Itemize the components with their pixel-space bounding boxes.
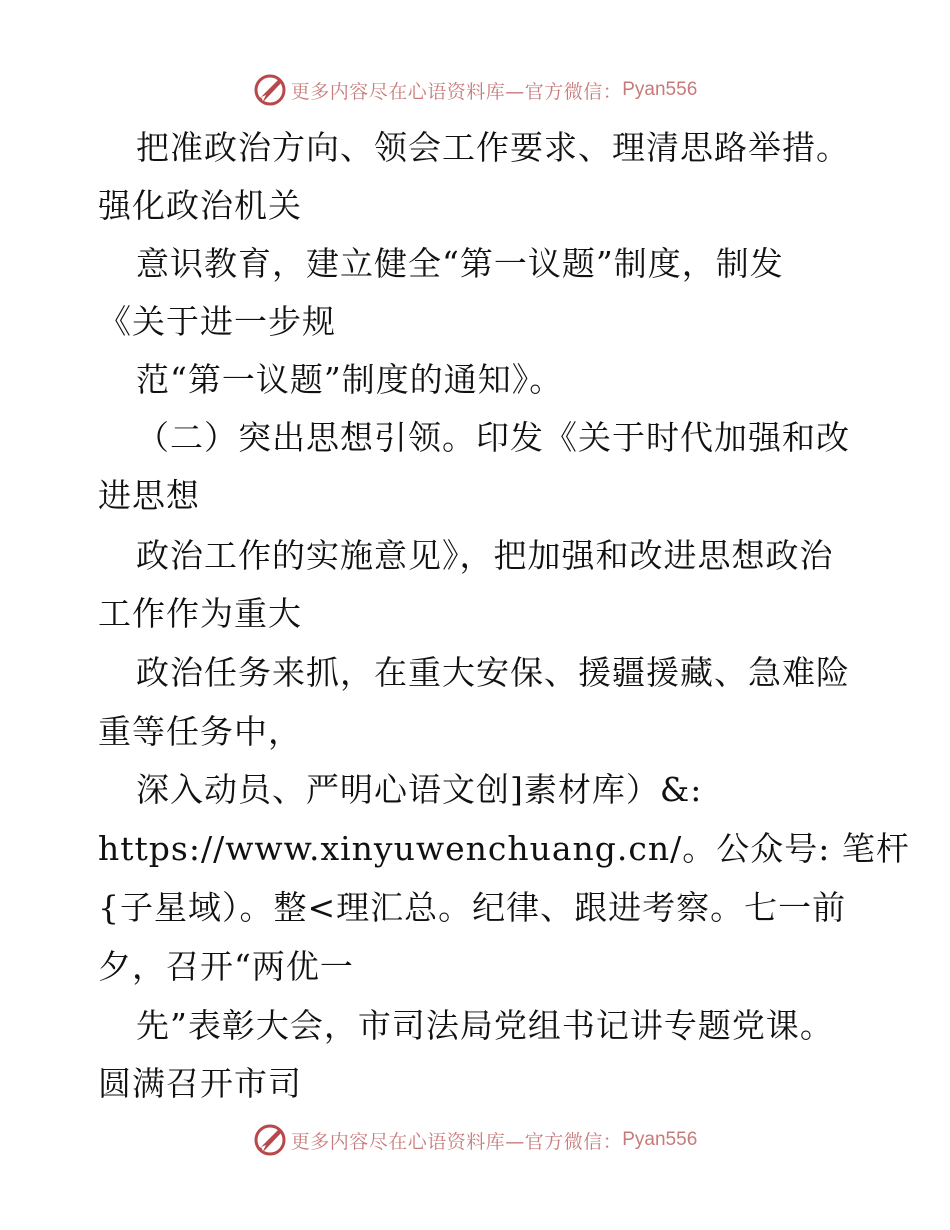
watermark-footer xyxy=(0,1120,950,1160)
section-heading-line: （二）突出思想引领。印发《关于时代加强和改 xyxy=(136,418,850,457)
watermark-header xyxy=(0,70,950,110)
watermark-text: 更多内容尽在心语资料库—官方微信： xyxy=(290,80,623,103)
body-line: 把准政治方向、领会工作要求、理清思路举措。 xyxy=(136,128,850,167)
body-line: 夕，召开“两优一 xyxy=(98,947,354,986)
brush-logo-icon xyxy=(253,1123,287,1157)
body-line: {子星域）。整<理汇总。纪律、跟进考察。七一前 xyxy=(98,888,847,927)
body-line: 意识教育，建立健全“第一议题”制度，制发 xyxy=(136,244,784,283)
body-line: 范“第一议题”制度的通知》。 xyxy=(136,360,564,399)
body-line: 《关于进一步规 xyxy=(98,302,336,341)
watermark-handle: Pyan556 xyxy=(622,1129,698,1150)
body-line: 政治任务来抓，在重大安保、援疆援藏、急难险 xyxy=(136,653,850,692)
body-line: 先”表彰大会，市司法局党组书记讲专题党课。 xyxy=(136,1006,834,1045)
body-line: 强化政治机关 xyxy=(98,186,302,225)
watermark-text: 更多内容尽在心语资料库—官方微信： xyxy=(290,1130,623,1153)
watermark-handle: Pyan556 xyxy=(622,79,698,100)
body-line: 重等任务中， xyxy=(98,712,302,751)
brush-logo-icon xyxy=(253,73,287,107)
body-line: 政治工作的实施意见》，把加强和改进思想政治 xyxy=(136,536,834,575)
body-line: 进思想 xyxy=(98,476,200,515)
body-line: 深入动员、严明心语文创]素材库）&: xyxy=(136,770,703,809)
body-line: 工作作为重大 xyxy=(98,594,302,633)
body-line: https://www.xinyuwenchuang.cn/。公众号: 笔杆 xyxy=(98,829,910,868)
body-line: 圆满召开市司 xyxy=(98,1064,302,1103)
